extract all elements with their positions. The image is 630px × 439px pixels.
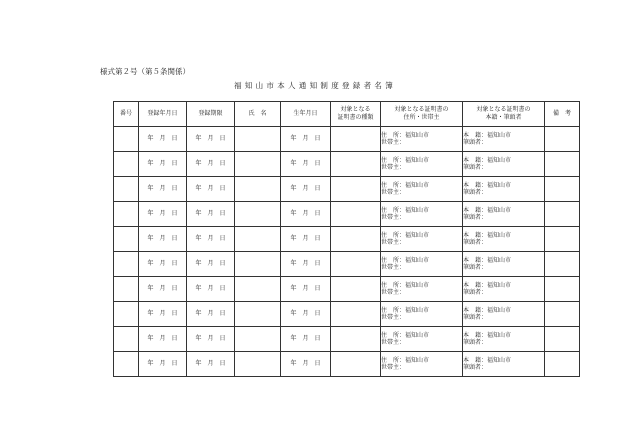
table-row [114, 327, 580, 352]
registration-date-cell[interactable]: 年 月 日 [139, 202, 187, 227]
householder-line: 世帯主： [381, 289, 406, 296]
address-householder-cell[interactable] [381, 302, 463, 327]
name-cell[interactable] [235, 277, 281, 302]
certificate-type-cell[interactable] [331, 177, 381, 202]
remarks-cell[interactable] [545, 277, 580, 302]
householder-line: 世帯主： [381, 339, 406, 346]
number-cell[interactable] [114, 177, 139, 202]
name-cell[interactable] [235, 177, 281, 202]
domicile-head-cell[interactable] [463, 202, 545, 227]
name-cell[interactable] [235, 202, 281, 227]
table-header-row [114, 102, 580, 127]
form-number: 様式第２号（第５条関係） [100, 67, 190, 76]
certificate-type-cell[interactable] [331, 152, 381, 177]
address-line: 住 所：福知山市 [381, 181, 430, 189]
domicile-line: 本 籍：福知山市 [463, 256, 512, 264]
domicile-line: 本 籍：福知山市 [463, 206, 512, 214]
householder-line: 世帯主： [381, 314, 406, 321]
domicile-line: 本 籍：福知山市 [463, 156, 512, 164]
registration-date-cell[interactable]: 年 月 日 [139, 227, 187, 252]
number-cell[interactable] [114, 277, 139, 302]
number-cell[interactable] [114, 352, 139, 377]
document-title: 福知山市本人通知制度登録者名簿 [234, 81, 396, 90]
address-householder-cell[interactable] [381, 177, 463, 202]
head-of-family-line: 筆頭者： [463, 339, 488, 346]
domicile-head-cell[interactable] [463, 227, 545, 252]
remarks-cell[interactable] [545, 227, 580, 252]
remarks-cell[interactable] [545, 177, 580, 202]
col-header-registration-date: 登録年月日 [139, 102, 187, 127]
address-householder-cell[interactable] [381, 152, 463, 177]
head-of-family-line: 筆頭者： [463, 214, 488, 221]
domicile-head-cell[interactable] [463, 277, 545, 302]
expiry-date-cell[interactable]: 年 月 日 [187, 352, 235, 377]
col-header-remarks: 備 考 [545, 102, 580, 127]
table-row [114, 252, 580, 277]
birth-date-cell[interactable]: 年 月 日 [281, 152, 331, 177]
address-line: 住 所：福知山市 [381, 156, 430, 164]
expiry-date-cell[interactable]: 年 月 日 [187, 227, 235, 252]
householder-line: 世帯主： [381, 239, 406, 246]
col-header-domicile-head: 対象となる証明書の 本籍・筆頭者 [463, 102, 545, 127]
birth-date-cell[interactable]: 年 月 日 [281, 202, 331, 227]
registration-date-cell[interactable]: 年 月 日 [139, 177, 187, 202]
table-row [114, 127, 580, 152]
head-of-family-line: 筆頭者： [463, 289, 488, 296]
expiry-date-cell[interactable]: 年 月 日 [187, 327, 235, 352]
address-line: 住 所：福知山市 [381, 206, 430, 214]
birth-date-cell[interactable]: 年 月 日 [281, 252, 331, 277]
name-cell[interactable] [235, 352, 281, 377]
domicile-line: 本 籍：福知山市 [463, 131, 512, 139]
name-cell[interactable] [235, 327, 281, 352]
name-cell[interactable] [235, 252, 281, 277]
name-cell[interactable] [235, 227, 281, 252]
table-row [114, 177, 580, 202]
remarks-cell[interactable] [545, 302, 580, 327]
table-row [114, 202, 580, 227]
domicile-head-cell[interactable] [463, 177, 545, 202]
address-line: 住 所：福知山市 [381, 131, 430, 139]
domicile-line: 本 籍：福知山市 [463, 306, 512, 314]
certificate-type-cell[interactable] [331, 302, 381, 327]
domicile-head-cell[interactable] [463, 152, 545, 177]
certificate-type-cell[interactable] [331, 277, 381, 302]
birth-date-cell[interactable]: 年 月 日 [281, 277, 331, 302]
table-row [114, 352, 580, 377]
birth-date-cell[interactable]: 年 月 日 [281, 302, 331, 327]
col-header-birth-date: 生年月日 [281, 102, 331, 127]
head-of-family-line: 筆頭者： [463, 314, 488, 321]
expiry-date-cell[interactable]: 年 月 日 [187, 177, 235, 202]
householder-line: 世帯主： [381, 264, 406, 271]
domicile-line: 本 籍：福知山市 [463, 231, 512, 239]
expiry-date-cell[interactable]: 年 月 日 [187, 277, 235, 302]
address-line: 住 所：福知山市 [381, 356, 430, 364]
address-householder-cell[interactable] [381, 127, 463, 152]
householder-line: 世帯主： [381, 139, 406, 146]
householder-line: 世帯主： [381, 189, 406, 196]
expiry-date-cell[interactable]: 年 月 日 [187, 202, 235, 227]
certificate-type-cell[interactable] [331, 252, 381, 277]
domicile-head-cell[interactable] [463, 352, 545, 377]
birth-date-cell[interactable]: 年 月 日 [281, 127, 331, 152]
registration-date-cell[interactable]: 年 月 日 [139, 327, 187, 352]
birth-date-cell[interactable]: 年 月 日 [281, 227, 331, 252]
remarks-cell[interactable] [545, 202, 580, 227]
address-line: 住 所：福知山市 [381, 231, 430, 239]
householder-line: 世帯主： [381, 214, 406, 221]
address-householder-cell[interactable] [381, 202, 463, 227]
address-line: 住 所：福知山市 [381, 281, 430, 289]
number-cell[interactable] [114, 202, 139, 227]
head-of-family-line: 筆頭者： [463, 264, 488, 271]
number-cell[interactable] [114, 302, 139, 327]
domicile-line: 本 籍：福知山市 [463, 331, 512, 339]
domicile-head-cell[interactable] [463, 127, 545, 152]
address-line: 住 所：福知山市 [381, 331, 430, 339]
head-of-family-line: 筆頭者： [463, 139, 488, 146]
certificate-type-cell[interactable] [331, 202, 381, 227]
name-cell[interactable] [235, 152, 281, 177]
number-cell[interactable] [114, 152, 139, 177]
certificate-type-cell[interactable] [331, 227, 381, 252]
table-row [114, 227, 580, 252]
head-of-family-line: 筆頭者： [463, 239, 488, 246]
expiry-date-cell[interactable]: 年 月 日 [187, 302, 235, 327]
domicile-head-cell[interactable] [463, 302, 545, 327]
table-row [114, 277, 580, 302]
householder-line: 世帯主： [381, 364, 406, 371]
col-header-address-householder: 対象となる証明書の 住所・世帯主 [381, 102, 463, 127]
address-line: 住 所：福知山市 [381, 256, 430, 264]
birth-date-cell[interactable]: 年 月 日 [281, 327, 331, 352]
col-header-expiry-date: 登録期限 [187, 102, 235, 127]
birth-date-cell[interactable]: 年 月 日 [281, 177, 331, 202]
remarks-cell[interactable] [545, 152, 580, 177]
remarks-cell[interactable] [545, 352, 580, 377]
expiry-date-cell[interactable]: 年 月 日 [187, 152, 235, 177]
name-cell[interactable] [235, 302, 281, 327]
table-row [114, 302, 580, 327]
registrant-register-table [113, 101, 580, 377]
householder-line: 世帯主： [381, 164, 406, 171]
remarks-cell[interactable] [545, 252, 580, 277]
domicile-line: 本 籍：福知山市 [463, 356, 512, 364]
number-cell[interactable] [114, 227, 139, 252]
remarks-cell[interactable] [545, 327, 580, 352]
name-cell[interactable] [235, 127, 281, 152]
head-of-family-line: 筆頭者： [463, 189, 488, 196]
col-header-name: 氏 名 [235, 102, 281, 127]
col-header-number: 番号 [114, 102, 139, 127]
head-of-family-line: 筆頭者： [463, 164, 488, 171]
address-householder-cell[interactable] [381, 352, 463, 377]
table-row [114, 152, 580, 177]
domicile-head-cell[interactable] [463, 252, 545, 277]
registration-date-cell[interactable]: 年 月 日 [139, 302, 187, 327]
certificate-type-cell[interactable] [331, 127, 381, 152]
birth-date-cell[interactable]: 年 月 日 [281, 352, 331, 377]
domicile-line: 本 籍：福知山市 [463, 181, 512, 189]
address-line: 住 所：福知山市 [381, 306, 430, 314]
domicile-line: 本 籍：福知山市 [463, 281, 512, 289]
number-cell[interactable] [114, 252, 139, 277]
expiry-date-cell[interactable]: 年 月 日 [187, 252, 235, 277]
certificate-type-cell[interactable] [331, 327, 381, 352]
col-header-certificate-type: 対象となる 証明書の種類 [331, 102, 381, 127]
registration-date-cell[interactable]: 年 月 日 [139, 277, 187, 302]
number-cell[interactable] [114, 127, 139, 152]
registration-date-cell[interactable]: 年 月 日 [139, 127, 187, 152]
registration-date-cell[interactable]: 年 月 日 [139, 252, 187, 277]
remarks-cell[interactable] [545, 127, 580, 152]
certificate-type-cell[interactable] [331, 352, 381, 377]
address-householder-cell[interactable] [381, 277, 463, 302]
registration-date-cell[interactable]: 年 月 日 [139, 152, 187, 177]
domicile-head-cell[interactable] [463, 327, 545, 352]
address-householder-cell[interactable] [381, 227, 463, 252]
expiry-date-cell[interactable]: 年 月 日 [187, 127, 235, 152]
head-of-family-line: 筆頭者： [463, 364, 488, 371]
address-householder-cell[interactable] [381, 327, 463, 352]
address-householder-cell[interactable] [381, 252, 463, 277]
number-cell[interactable] [114, 327, 139, 352]
registration-date-cell[interactable]: 年 月 日 [139, 352, 187, 377]
